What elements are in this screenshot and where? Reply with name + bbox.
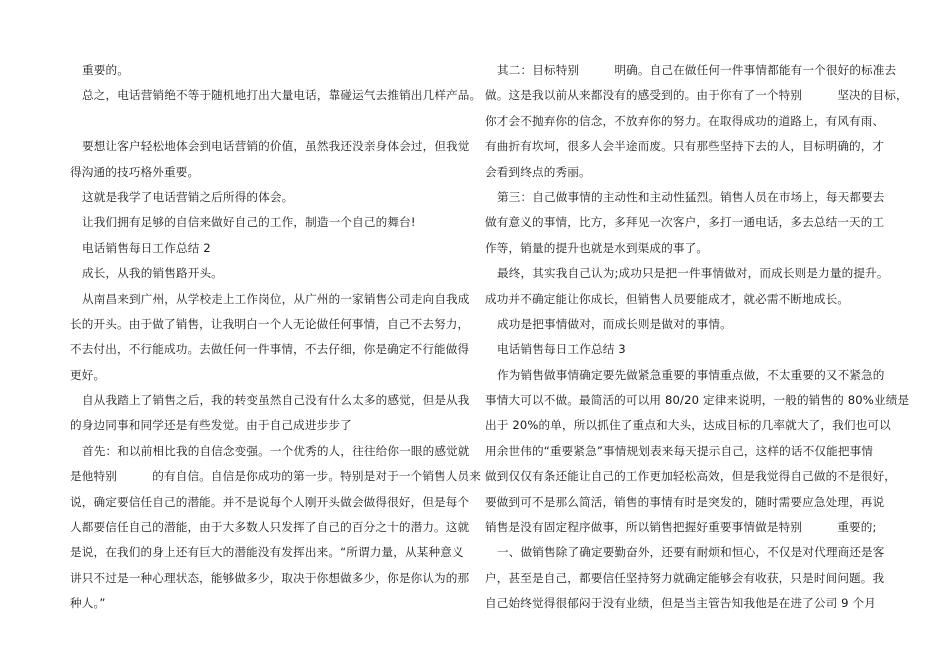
text-line: 第三：自己做事情的主动性和主动性猛烈。销售人员在市场上，每天都要去 [497,189,885,204]
text-line: 长的开头。由于做了销售，让我明白一个人无论做任何事情，自己不去努力， [70,316,470,331]
text-line: 户，甚至是自己，都要信任坚持努力就确定能够会有收获，只是时间问题。我 [485,570,885,585]
left-text-column [70,58,482,617]
text-line: 用余世伟的“重要紧急”事情规划表来每天提示自己，这样的话不仅能把事情 [485,443,874,458]
text-line: 总之，电话营销绝不等于随机地打出大量电话，靠碰运气去推销出几样产品。 [82,88,482,103]
text-line: 从南昌来到广州，从学校走上工作岗位，从广州的一家销售公司走向自我成 [82,291,470,306]
text-line: 要做到可不是那么简活，销售的事情有时是突发的，随时需要应急处理，再说 [485,494,885,509]
text-line: 不去付出，不行能成功。去做任何一件事情，不去仔细，你是确定不行能做得 [70,342,470,357]
text-line: 种人。” [70,596,106,611]
text-line: 要想让客户轻松地体会到电话营销的价值，虽然我还没亲身体会过，但我觉 [82,139,470,154]
text-line: 人都要信任自己的潜能，由于大多数人只发挥了自己的百分之十的潜力。这就 [70,520,470,535]
text-line: 得沟通的技巧格外重要。 [70,164,200,179]
text-line: 最终，其实我自己认为;成功只是把一件事情做对，而成长则是力量的提升。 [497,266,889,281]
text-line: 首先：和以前相比我的自信念变强。一个优秀的人，往往给你一眼的感觉就 [82,443,470,458]
text-line: 其二：目标特别 明确。自己在做任何一件事情都能有一个很好的标准去 [497,63,897,77]
text-line: 销售是没有固定程序做事，所以销售把握好重要事情做是特别 重要的; [485,520,877,535]
text-line: 你才会不抛弃你的信念，不放弃你的努力。在取得成功的道路上，有风有雨、 [485,113,885,128]
text-line: 更好。 [70,367,106,382]
text-line: 成长，从我的销售路开头。 [82,266,223,281]
text-line: 说，确定要信任自己的潜能。并不是说每个人刚开头做会做得很好，但是每个 [70,494,470,509]
text-line: 出于 20%的单，所以抓住了重点和大头，达成目标的几率就大了，我们也可以 [485,418,891,433]
text-line: 自从我踏上了销售之后，我的转变虽然自己没有什么太多的感觉，但是从我 [82,393,470,408]
text-line: 作等，销量的提升也就是水到渠成的事了。 [485,240,709,255]
text-line: 重要的。 [82,63,129,77]
text-line: 做有意义的事情，比方，多拜见一次客户，多打一通电话，多去总结一天的工 [485,215,885,230]
text-line: 是说，在我们的身上还有巨大的潜能没有发挥出来。“所谓力量，从某种意义 [70,545,464,560]
text-line: 做。这是我以前从来都没有的感受到的。由于你有了一个特别 坚决的目标， [485,88,908,103]
text-line: 讲只不过是一种心理状态，能够做多少，取决于你想做多少，你是你认为的那 [70,570,470,585]
text-line [70,109,470,134]
text-line: 一、做销售除了确定要勤奋外，还要有耐烦和恒心，不仅是对代理商还是客 [497,545,885,560]
text-line: 做到仅仅有条还能让自己的工作更加轻松高效，但是我觉得自己做的不是很好， [485,469,897,484]
text-line: 成功并不确定能让你成长，但销售人员要能成才，就必需不断地成长。 [485,291,850,306]
text-line: 事情大可以不做。最简活的可以用 80/20 定律来说明，一般的销售的 80%业绩是 [485,393,910,408]
text-line: 这就是我学了电话营销之后所得的体会。 [82,189,294,204]
text-line: 自己始终觉得很郁闷于没有业绩，但是当主管告知我他是在进了公司 9 个月 [485,596,876,611]
text-line: 让我们拥有足够的自信来做好自己的工作，制造一个自己的舞台! [82,215,416,230]
text-line: 作为销售做事情确定要先做紧急重要的事情重点做，不太重要的又不紧急的 [497,367,885,382]
text-line: 的身边同事和同学还是有些发觉。由于自己成进步步了 [70,418,352,433]
text-line: 成功是把事情做对，而成长则是做对的事情。 [497,316,732,331]
text-line: 电话销售每日工作总结 3 [497,342,626,357]
text-line: 有曲折有坎坷，很多人会半途而废。只有那些坚持下去的人，目标明确的，才 [485,139,885,154]
right-text-column [485,58,910,617]
text-line: 是他特别 的有自信。自信是你成功的第一步。特别是对于一个销售人员来 [70,469,482,484]
text-line: 电话销售每日工作总结 2 [82,240,211,255]
text-line: 会看到终点的秀丽。 [485,164,591,179]
